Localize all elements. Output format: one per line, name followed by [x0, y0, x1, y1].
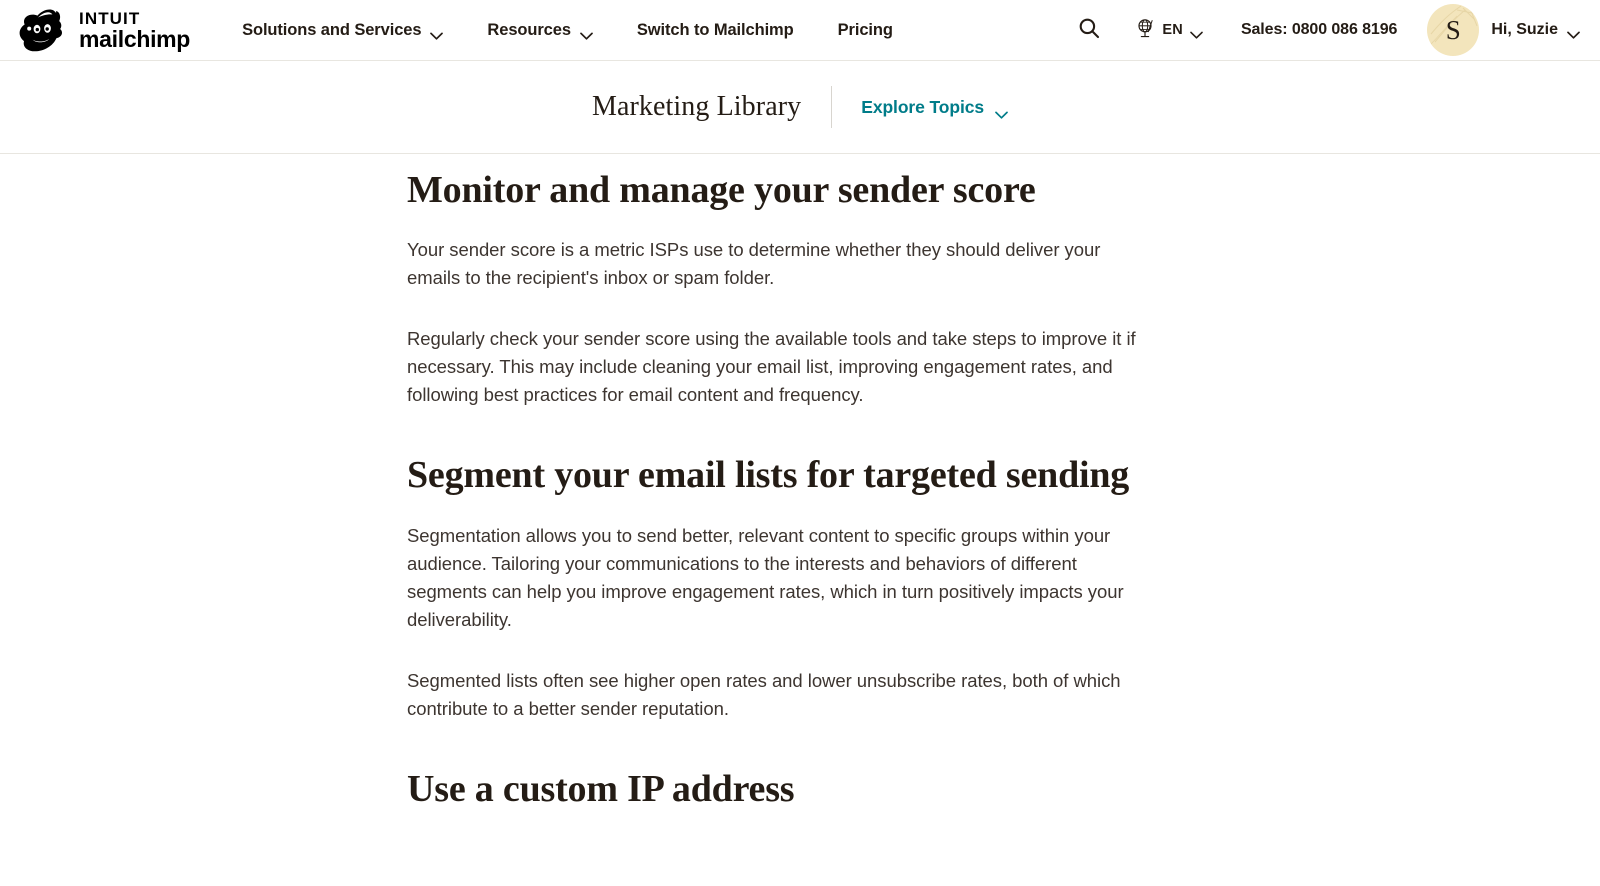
search-icon: [1077, 16, 1101, 45]
mailchimp-logo[interactable]: [18, 7, 190, 53]
header-utility-area: [1069, 4, 1580, 56]
chevron-down-icon: [1567, 26, 1580, 34]
page-title: Monitor and manage your sender score: [407, 169, 1036, 211]
primary-navigation: [220, 13, 915, 48]
mailchimp-freddie-logo: [18, 7, 70, 53]
article-paragraph: Regularly check your sender score using the available tools and take steps to improve it if necessary. This may include cleaning your email list, improving engagement rates, and following best practices for email content and frequency.: [407, 328, 1136, 406]
nav-label: Resources: [487, 20, 571, 39]
chevron-down-icon: [995, 103, 1008, 111]
article-content: [407, 168, 1152, 811]
greeting-text: Hi, Suzie: [1491, 21, 1558, 38]
language-label: EN: [1162, 22, 1183, 38]
nav-item-resources[interactable]: [465, 13, 614, 48]
search-button[interactable]: [1069, 10, 1109, 50]
avatar: [1427, 4, 1479, 56]
article-paragraph: Segmented lists often see higher open rates and lower unsubscribe rates, both of which contribute to a better sender reputation.: [407, 669, 1121, 719]
chevron-down-icon: [430, 26, 443, 34]
article-paragraph: Segmentation allows you to send better, relevant content to specific groups within your audience. Tailoring your communications to the interests and behaviors of different segments can help you improve engagement rates, which in turn positively impacts your deliverability.: [407, 524, 1124, 630]
explore-topics-dropdown[interactable]: [832, 97, 1008, 118]
logo-intuit-text: INTUIT: [79, 8, 141, 28]
nav-label: Pricing: [837, 20, 893, 39]
language-selector[interactable]: [1131, 11, 1207, 50]
sales-phone-link[interactable]: Sales: 0800 086 8196: [1240, 21, 1398, 38]
account-greeting: [1491, 21, 1580, 39]
nav-item-solutions-and-services[interactable]: [220, 13, 465, 48]
account-menu[interactable]: [1427, 4, 1580, 56]
subnav-title[interactable]: Marketing Library: [591, 91, 802, 122]
main-header: [0, 0, 1600, 61]
nav-item-switch-to-mailchimp[interactable]: [615, 13, 816, 48]
globe-icon: [1135, 17, 1155, 44]
avatar-initial: S: [1445, 14, 1461, 45]
logo-mailchimp-text: mailchimp: [79, 25, 191, 52]
article-main: [0, 154, 1600, 811]
nav-label: Switch to Mailchimp: [636, 20, 794, 39]
section-heading: Segment your email lists for targeted sending: [407, 454, 1130, 497]
nav-label: Solutions and Services: [242, 20, 422, 39]
chevron-down-icon: [580, 26, 593, 34]
marketing-library-subnav: [0, 61, 1600, 154]
chevron-down-icon: [1190, 26, 1203, 34]
section-heading: Use a custom IP address: [407, 767, 795, 810]
explore-topics-label: Explore Topics: [861, 96, 985, 117]
nav-item-pricing[interactable]: [816, 13, 915, 48]
article-paragraph: Your sender score is a metric ISPs use to determine whether they should deliver your emails to the recipient's inbox or spam folder.: [407, 239, 1101, 289]
